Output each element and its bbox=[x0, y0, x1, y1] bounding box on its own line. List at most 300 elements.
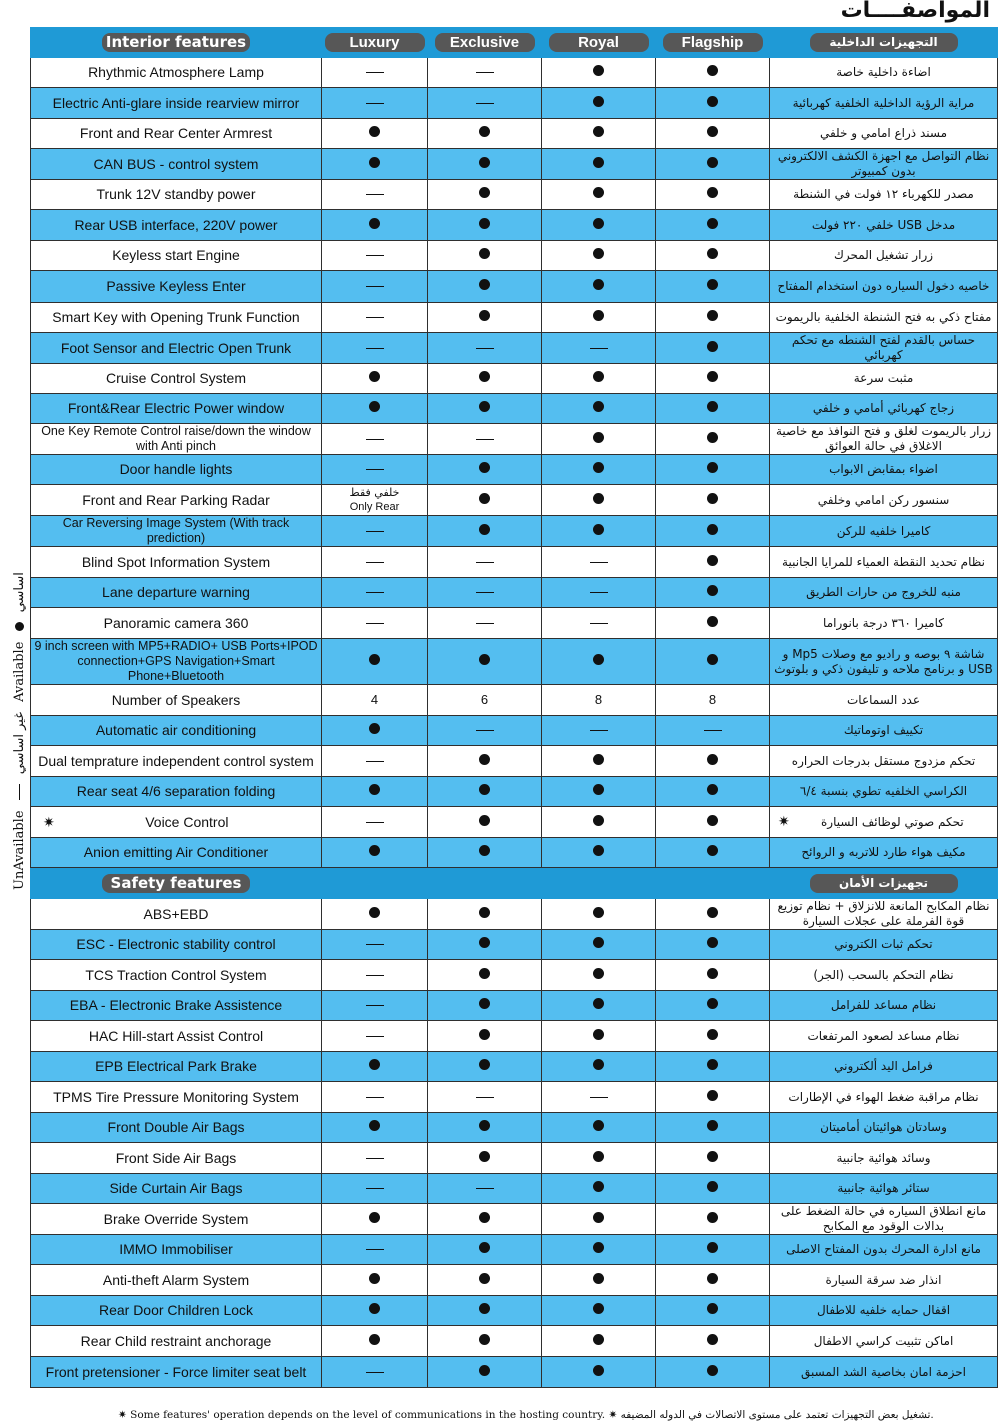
available-dot-icon bbox=[479, 1303, 490, 1314]
unavailable-dash-icon bbox=[366, 348, 384, 349]
value-cell-exclusive bbox=[428, 1052, 542, 1082]
feature-name-en bbox=[31, 899, 322, 930]
value-cell-luxury bbox=[322, 960, 428, 991]
available-dot-icon bbox=[593, 279, 604, 290]
value-cell-royal bbox=[542, 1235, 656, 1265]
value-cell-exclusive bbox=[428, 838, 542, 868]
value-cell-exclusive bbox=[428, 1113, 542, 1143]
feature-name-ar bbox=[770, 608, 998, 639]
available-dot-icon bbox=[707, 157, 718, 168]
available-dot-icon bbox=[479, 401, 490, 412]
available-dot-icon bbox=[479, 524, 490, 535]
available-dot-icon bbox=[707, 754, 718, 765]
feature-name-ar bbox=[770, 930, 998, 960]
unavailable-dash-icon bbox=[476, 1188, 494, 1189]
available-dot-icon bbox=[593, 1181, 604, 1192]
header-cell-en bbox=[31, 28, 322, 58]
available-dot-icon bbox=[707, 1181, 718, 1192]
feature-label-en: Rhythmic Atmosphere Lamp bbox=[88, 64, 264, 80]
feature-label-en: Smart Key with Opening Trunk Function bbox=[52, 309, 300, 325]
value-cell-royal bbox=[542, 394, 656, 424]
table-row bbox=[31, 1265, 998, 1296]
feature-label-ar: مانع ادارة المحرك بدون المفتاح الاصلى bbox=[786, 1242, 981, 1256]
value-cell-luxury bbox=[322, 578, 428, 608]
available-dot-icon bbox=[369, 1273, 380, 1284]
value-cell-royal bbox=[542, 578, 656, 608]
feature-label-ar: مفتاح ذكي به فتح الشنطة الخلفية بالريموت bbox=[775, 310, 992, 324]
available-dot-icon bbox=[593, 845, 604, 856]
legend bbox=[0, 560, 27, 900]
feature-label-ar: اماكن تثبيت كراسي الاطفال bbox=[813, 1333, 954, 1348]
feature-name-ar bbox=[770, 1113, 998, 1143]
value-cell-royal bbox=[542, 1204, 656, 1235]
unavailable-dash-icon bbox=[366, 1005, 384, 1006]
feature-name-en bbox=[31, 1204, 322, 1235]
value-cell-royal bbox=[542, 1174, 656, 1204]
feature-label-en: EPB Electrical Park Brake bbox=[95, 1058, 257, 1074]
feature-name-ar bbox=[770, 516, 998, 547]
value-cell-luxury bbox=[322, 394, 428, 424]
available-dot-icon bbox=[707, 462, 718, 473]
value-cell-flagship bbox=[656, 455, 770, 485]
feature-name-en bbox=[31, 716, 322, 746]
available-dot-icon bbox=[369, 157, 380, 168]
feature-name-en bbox=[31, 119, 322, 149]
footnote: ✷ Some features' operation depends on the level of communications in the hosting country. ✷ تشغيل بعض التجهيزات تعتمد على مستوى الاتصالات في الدوله المضيفه. bbox=[118, 1409, 934, 1421]
feature-name-en bbox=[31, 838, 322, 868]
value-cell-luxury bbox=[322, 58, 428, 88]
table-row bbox=[31, 88, 998, 119]
value-cell-flagship bbox=[656, 271, 770, 303]
value-cell-royal bbox=[542, 424, 656, 455]
feature-label-en: Keyless start Engine bbox=[112, 247, 240, 263]
feature-label-en: Rear Child restraint anchorage bbox=[80, 1332, 272, 1349]
available-dot-icon bbox=[707, 187, 718, 198]
value-cell-exclusive bbox=[428, 1082, 542, 1113]
value-cell-luxury bbox=[322, 1326, 428, 1357]
available-dot-icon bbox=[707, 1273, 718, 1284]
available-dot-icon bbox=[479, 998, 490, 1009]
table-row bbox=[31, 960, 998, 991]
table-row bbox=[31, 516, 998, 547]
available-dot-icon bbox=[707, 968, 718, 979]
available-dot-icon bbox=[707, 1365, 718, 1376]
value-cell-flagship bbox=[656, 333, 770, 364]
available-dot-icon bbox=[707, 998, 718, 1009]
value-cell-luxury bbox=[322, 1235, 428, 1265]
available-dot-icon bbox=[707, 126, 718, 137]
table-row bbox=[31, 1021, 998, 1052]
feature-label-ar: كاميرا ٣٦٠ درجة بانوراما bbox=[823, 615, 944, 630]
feature-name-en bbox=[31, 746, 322, 777]
available-dot-icon bbox=[479, 845, 490, 856]
value-cell-luxury bbox=[322, 424, 428, 455]
available-dot-icon bbox=[707, 524, 718, 535]
value-number: 8 bbox=[594, 692, 603, 707]
value-cell-exclusive bbox=[428, 1235, 542, 1265]
unavailable-dash-icon bbox=[590, 562, 608, 563]
feature-name-en bbox=[31, 1082, 322, 1113]
section-cell-en bbox=[31, 868, 322, 899]
unavailable-dash-icon bbox=[590, 623, 608, 624]
available-dot-icon bbox=[707, 248, 718, 259]
value-cell-royal bbox=[542, 364, 656, 394]
available-dot-icon bbox=[479, 1242, 490, 1253]
header-cell-ar bbox=[770, 28, 998, 58]
feature-label-en: 9 inch screen with MP5+RADIO+ USB Ports+IPOD connection+GPS Navigation+Smart Phone+Bluetooth bbox=[34, 639, 318, 683]
value-cell-royal bbox=[542, 838, 656, 868]
feature-label-ar: مكيف هواء طارد للاتربه و الروائح bbox=[801, 845, 966, 859]
unavailable-dash-icon bbox=[366, 623, 384, 624]
value-cell-exclusive bbox=[428, 1143, 542, 1174]
value-cell-flagship bbox=[656, 516, 770, 547]
value-cell-exclusive bbox=[428, 58, 542, 88]
value-cell-royal bbox=[542, 1357, 656, 1388]
unavailable-dash-icon bbox=[590, 348, 608, 349]
unavailable-dash-icon bbox=[476, 103, 494, 104]
available-dot-icon bbox=[479, 493, 490, 504]
available-dot-icon bbox=[707, 65, 718, 76]
value-cell-royal bbox=[542, 1052, 656, 1082]
feature-label-en: Passive Keyless Enter bbox=[106, 278, 246, 294]
table-row bbox=[31, 716, 998, 746]
value-cell-luxury bbox=[322, 1204, 428, 1235]
table-row bbox=[31, 1113, 998, 1143]
available-dot-icon bbox=[479, 754, 490, 765]
feature-label-ar: نظام المكابح المانعة للانزلاق + نظام توزيع قوة الفرملة على عجلات السيارة bbox=[777, 899, 990, 928]
feature-name-ar bbox=[770, 578, 998, 608]
value-cell-royal bbox=[542, 991, 656, 1021]
feature-name-en bbox=[31, 807, 322, 838]
unavailable-dash-icon bbox=[476, 439, 494, 440]
available-dot-icon bbox=[479, 462, 490, 473]
feature-name-en bbox=[31, 516, 322, 547]
feature-label-ar: تحكم صوتي لوظائف السيارة bbox=[820, 814, 964, 829]
unavailable-dash-icon bbox=[366, 255, 384, 256]
table-row bbox=[31, 838, 998, 868]
feature-label-en: Automatic air conditioning bbox=[95, 722, 257, 738]
feature-label-en: Front and Rear Parking Radar bbox=[82, 491, 270, 508]
feature-label-en: ESC - Electronic stability control bbox=[76, 936, 276, 952]
unavailable-dash-icon bbox=[366, 317, 384, 318]
value-cell-flagship bbox=[656, 424, 770, 455]
unavailable-dash-icon bbox=[366, 286, 384, 287]
value-cell-luxury bbox=[322, 746, 428, 777]
feature-label-ar: مسند ذراع امامي و خلفي bbox=[819, 126, 948, 140]
value-cell-flagship bbox=[656, 716, 770, 746]
value-cell-exclusive bbox=[428, 930, 542, 960]
feature-label-en: Anti-theft Alarm System bbox=[102, 1271, 250, 1288]
value-cell-luxury bbox=[322, 1265, 428, 1296]
available-dot-icon bbox=[593, 157, 604, 168]
value-cell-royal bbox=[542, 455, 656, 485]
available-dot-icon bbox=[593, 126, 604, 137]
feature-name-ar bbox=[770, 991, 998, 1021]
feature-label-en: Dual temprature independent control system bbox=[38, 752, 314, 769]
feature-label-ar: منبه للخروج من حارات الطريق bbox=[806, 585, 961, 599]
unavailable-dash-icon bbox=[590, 592, 608, 593]
feature-label-ar: نظام التواصل مع اجهزة الكشف الالكتروني بدون كمبيوتر bbox=[777, 149, 990, 178]
value-cell-exclusive bbox=[428, 746, 542, 777]
feature-name-en bbox=[31, 180, 322, 210]
feature-name-ar bbox=[770, 1174, 998, 1204]
value-cell-royal bbox=[542, 807, 656, 838]
value-cell-exclusive bbox=[428, 516, 542, 547]
value-cell-luxury bbox=[322, 303, 428, 333]
feature-name-ar bbox=[770, 1326, 998, 1357]
section-title-en: Safety features bbox=[102, 874, 250, 893]
value-cell-exclusive bbox=[428, 639, 542, 685]
feature-name-ar bbox=[770, 547, 998, 578]
value-cell-luxury bbox=[322, 210, 428, 241]
available-dot-icon bbox=[707, 371, 718, 382]
value-cell-royal bbox=[542, 210, 656, 241]
available-dot-icon bbox=[707, 616, 718, 627]
feature-name-ar bbox=[770, 394, 998, 424]
available-dot-icon bbox=[479, 279, 490, 290]
spec-table bbox=[30, 27, 998, 1388]
feature-label-ar: نظام تحديد النقطة العمياء للمرايا الجانبية bbox=[782, 554, 985, 569]
available-dot-icon bbox=[707, 310, 718, 321]
feature-label-en: Number of Speakers bbox=[111, 691, 241, 708]
value-cell-flagship bbox=[656, 180, 770, 210]
feature-name-ar bbox=[770, 241, 998, 271]
value-number: 8 bbox=[708, 692, 717, 707]
available-dot-icon bbox=[593, 998, 604, 1009]
table-row bbox=[31, 210, 998, 241]
table-row bbox=[31, 1326, 998, 1357]
value-cell-exclusive bbox=[428, 547, 542, 578]
available-dot-icon bbox=[707, 218, 718, 229]
value-cell-royal bbox=[542, 1326, 656, 1357]
value-cell-flagship bbox=[656, 991, 770, 1021]
value-cell-luxury bbox=[322, 1113, 428, 1143]
value-cell-luxury bbox=[322, 241, 428, 271]
value-cell-exclusive bbox=[428, 960, 542, 991]
feature-name-ar bbox=[770, 58, 998, 88]
value-cell-royal bbox=[542, 716, 656, 746]
available-dot-icon bbox=[369, 371, 380, 382]
available-dot-icon bbox=[593, 65, 604, 76]
available-dot-icon bbox=[593, 1212, 604, 1223]
value-cell-exclusive bbox=[428, 364, 542, 394]
table-row bbox=[31, 149, 998, 180]
value-cell-flagship bbox=[656, 88, 770, 119]
unavailable-dash-icon bbox=[590, 1097, 608, 1098]
feature-label-ar: تكييف اوتوماتيك bbox=[843, 723, 924, 737]
feature-label-en: Rear seat 4/6 separation folding bbox=[76, 783, 276, 799]
value-cell-royal bbox=[542, 1143, 656, 1174]
available-dot-icon bbox=[707, 784, 718, 795]
value-cell-royal bbox=[542, 1082, 656, 1113]
available-dot-icon bbox=[707, 1242, 718, 1253]
section-title-ar: التجهيزات الداخلية bbox=[810, 33, 958, 52]
value-cell-exclusive bbox=[428, 210, 542, 241]
feature-label-en: Front&Rear Electric Power window bbox=[67, 400, 285, 416]
feature-name-en bbox=[31, 1357, 322, 1388]
available-dot-icon bbox=[479, 310, 490, 321]
value-number: 6 bbox=[480, 692, 489, 707]
feature-label-ar: وسادتان هوائيتان أماميتان bbox=[820, 1120, 947, 1134]
feature-label-ar: مصدر للكهرباء ١٢ فولت في الشنطة bbox=[793, 187, 974, 201]
available-dot-icon bbox=[479, 1120, 490, 1131]
available-dot-icon bbox=[707, 1120, 718, 1131]
feature-label-ar: تحكم ثبات الكتروني bbox=[834, 937, 933, 951]
feature-name-en bbox=[31, 364, 322, 394]
feature-name-en bbox=[31, 1296, 322, 1326]
feature-name-en bbox=[31, 333, 322, 364]
table-row bbox=[31, 119, 998, 149]
value-cell-exclusive bbox=[428, 777, 542, 807]
available-dot-icon bbox=[707, 1151, 718, 1162]
table-row bbox=[31, 685, 998, 716]
feature-name-ar bbox=[770, 455, 998, 485]
feature-label-ar: زرار تشغيل المحرك bbox=[833, 248, 934, 262]
available-dot-icon bbox=[479, 187, 490, 198]
section-title-ar: تجهيزات الأمان bbox=[810, 874, 958, 893]
available-dot-icon bbox=[479, 654, 490, 665]
available-dot-icon bbox=[479, 1273, 490, 1284]
available-dot-icon bbox=[479, 1365, 490, 1376]
available-dot-icon bbox=[707, 493, 718, 504]
feature-label-en: Electric Anti-glare inside rearview mirror bbox=[52, 94, 300, 111]
value-cell-royal bbox=[542, 516, 656, 547]
feature-name-ar bbox=[770, 303, 998, 333]
value-cell-exclusive bbox=[428, 241, 542, 271]
value-cell-flagship bbox=[656, 210, 770, 241]
feature-name-ar bbox=[770, 119, 998, 149]
available-dot-icon bbox=[479, 1334, 490, 1345]
value-cell-luxury bbox=[322, 1021, 428, 1052]
feature-label-en: Car Reversing Image System (With track prediction) bbox=[62, 516, 290, 545]
value-cell-royal bbox=[542, 899, 656, 930]
unavailable-dash-icon bbox=[704, 730, 722, 731]
available-dot-icon bbox=[707, 654, 718, 665]
feature-label-ar: فرامل اليد ألكتروني bbox=[834, 1059, 933, 1073]
feature-name-en bbox=[31, 1326, 322, 1357]
feature-name-en bbox=[31, 930, 322, 960]
table-row bbox=[31, 1296, 998, 1326]
available-dot-icon bbox=[593, 1334, 604, 1345]
available-dot-icon bbox=[369, 126, 380, 137]
feature-name-ar bbox=[770, 364, 998, 394]
value-cell-exclusive bbox=[428, 716, 542, 746]
feature-name-ar bbox=[770, 685, 998, 716]
unavailable-dash-icon bbox=[366, 1249, 384, 1250]
available-dot-icon bbox=[479, 937, 490, 948]
feature-label-en: Voice Control bbox=[145, 813, 229, 830]
unavailable-dash-icon bbox=[590, 730, 608, 731]
feature-label-ar: زرار بالريموت لغلق و فتح النوافذ مع خاصية الاغلاق في حالة العوائق bbox=[775, 424, 992, 453]
table-row bbox=[31, 1235, 998, 1265]
feature-label-ar: شاشة ٩ بوصه و راديو مع وصلات Mp5 و USB و برنامج ملاحه و تليفون ذكي و بلوتوث bbox=[774, 646, 993, 676]
value-cell-royal bbox=[542, 746, 656, 777]
feature-name-ar bbox=[770, 1082, 998, 1113]
feature-label-en: TPMS Tire Pressure Monitoring System bbox=[53, 1088, 299, 1105]
table-row bbox=[31, 241, 998, 271]
feature-name-en bbox=[31, 394, 322, 424]
star-icon: ✷ bbox=[778, 813, 790, 830]
unavailable-dash-icon bbox=[366, 1188, 384, 1189]
legend-available-en: Available bbox=[12, 641, 27, 702]
trim-label-royal: Royal bbox=[549, 33, 649, 52]
value-cell-exclusive bbox=[428, 88, 542, 119]
value-cell-royal bbox=[542, 180, 656, 210]
star-icon: ✷ bbox=[43, 813, 55, 830]
feature-label-ar: سنسور ركن امامي وخلفي bbox=[817, 492, 950, 507]
available-dot-icon bbox=[593, 1029, 604, 1040]
value-cell-flagship bbox=[656, 930, 770, 960]
feature-label-en: Blind Spot Information System bbox=[81, 553, 271, 570]
feature-label-ar: اضاءة داخلية خاصة bbox=[836, 65, 931, 79]
available-dot-icon bbox=[707, 96, 718, 107]
value-cell-luxury bbox=[322, 1357, 428, 1388]
available-dot-icon bbox=[593, 754, 604, 765]
available-dot-icon bbox=[479, 1029, 490, 1040]
value-cell-royal bbox=[542, 149, 656, 180]
value-cell-luxury bbox=[322, 685, 428, 716]
value-cell-exclusive bbox=[428, 1357, 542, 1388]
value-cell-luxury bbox=[322, 333, 428, 364]
value-cell-luxury bbox=[322, 516, 428, 547]
feature-name-en bbox=[31, 1235, 322, 1265]
feature-name-en bbox=[31, 777, 322, 807]
value-cell-luxury bbox=[322, 547, 428, 578]
available-dot-icon bbox=[593, 187, 604, 198]
unavailable-dash-icon bbox=[476, 72, 494, 73]
feature-label-ar: اضواء بمقابض الابواب bbox=[829, 462, 938, 476]
table-row bbox=[31, 777, 998, 807]
section-cell-empty bbox=[542, 868, 656, 899]
feature-name-en bbox=[31, 455, 322, 485]
table-row bbox=[31, 1143, 998, 1174]
section-title-en: Interior features bbox=[102, 33, 250, 52]
legend-available-ar: اساسي bbox=[12, 572, 27, 613]
value-cell-royal bbox=[542, 685, 656, 716]
value-cell-royal bbox=[542, 241, 656, 271]
available-dot-icon bbox=[707, 1029, 718, 1040]
available-dot-icon bbox=[593, 310, 604, 321]
unavailable-dash-icon bbox=[366, 439, 384, 440]
value-cell-luxury bbox=[322, 455, 428, 485]
feature-label-ar: ستائر هوائية جانبية bbox=[837, 1181, 930, 1195]
table-row bbox=[31, 485, 998, 516]
unavailable-dash-icon bbox=[366, 531, 384, 532]
value-cell-royal bbox=[542, 930, 656, 960]
value-cell-exclusive bbox=[428, 578, 542, 608]
feature-name-en bbox=[31, 210, 322, 241]
available-dot-icon bbox=[593, 524, 604, 535]
feature-name-en bbox=[31, 547, 322, 578]
feature-label-en: CAN BUS - control system bbox=[93, 155, 259, 172]
unavailable-dash-icon bbox=[366, 944, 384, 945]
feature-label-ar: الكراسي الخلفيه تطوي بنسبة ٦/٤ bbox=[799, 784, 968, 798]
value-cell-flagship bbox=[656, 1082, 770, 1113]
feature-label-en: Door handle lights bbox=[119, 461, 233, 477]
available-dot-icon bbox=[593, 654, 604, 665]
value-cell-royal bbox=[542, 119, 656, 149]
value-cell-flagship bbox=[656, 1113, 770, 1143]
value-cell-flagship bbox=[656, 394, 770, 424]
available-dot-icon bbox=[479, 248, 490, 259]
available-dot-icon bbox=[479, 907, 490, 918]
value-cell-flagship bbox=[656, 303, 770, 333]
table-row bbox=[31, 807, 998, 838]
value-cell-flagship bbox=[656, 241, 770, 271]
value-cell-royal bbox=[542, 1296, 656, 1326]
section-cell-ar bbox=[770, 868, 998, 899]
feature-name-ar bbox=[770, 807, 998, 838]
